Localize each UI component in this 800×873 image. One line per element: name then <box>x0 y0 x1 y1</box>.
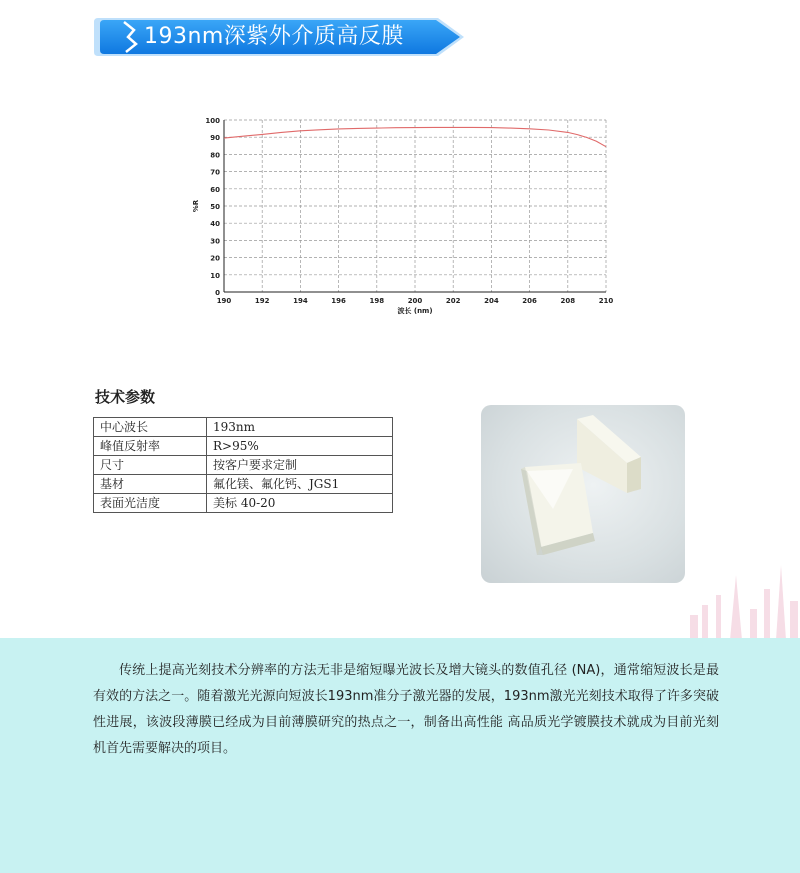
spec-value: 193nm <box>207 418 393 437</box>
y-tick-label: 40 <box>210 220 220 229</box>
mirror-illustration <box>481 405 685 583</box>
y-tick-label: 70 <box>210 168 220 177</box>
x-tick-label: 200 <box>407 297 423 305</box>
spec-row <box>94 418 393 437</box>
y-tick-label: 80 <box>210 151 220 160</box>
x-tick-label: 204 <box>484 297 499 305</box>
spec-value: R>95% <box>207 437 393 456</box>
y-axis-label: %R <box>192 199 200 213</box>
y-tick-label: 20 <box>210 254 220 263</box>
x-tick-label: 192 <box>254 297 270 305</box>
spec-key: 尺寸 <box>94 456 207 475</box>
page-title: 193nm深紫外介质高反膜 <box>144 24 404 49</box>
x-tick-label: 198 <box>369 297 385 305</box>
spec-key: 表面光洁度 <box>94 494 207 513</box>
y-tick-label: 0 <box>215 289 220 297</box>
y-tick-label: 30 <box>210 237 220 246</box>
spec-key: 峰值反射率 <box>94 437 207 456</box>
spec-row <box>94 494 393 513</box>
y-tick-label: 100 <box>205 117 220 125</box>
y-tick-label: 50 <box>210 203 220 211</box>
reflectance-chart <box>186 110 626 322</box>
x-tick-label: 202 <box>445 297 461 305</box>
spec-value: 氟化镁、氟化钙、JGS1 <box>207 475 393 494</box>
description-text: 传统上提高光刻技术分辨率的方法无非是缩短曝光波长及增大镜头的数值孔径 (NA)，通常缩短波长是最有效的方法之一。随着激光光源向短波长193nm准分子激光器的发展，193nm激光光刻技术取得了许多突破性进展，该波段薄膜已经成为目前薄膜研究的热点之一，制备出高性能 高品质光学镀膜技术就成为目前光刻机首先需要解决的项目。 <box>93 663 719 756</box>
spec-key: 中心波长 <box>94 418 207 437</box>
x-tick-label: 194 <box>293 297 308 305</box>
x-tick-label: 210 <box>598 297 614 305</box>
skyline-decoration <box>680 565 800 640</box>
specs-table <box>93 417 393 513</box>
spec-key: 基材 <box>94 475 207 494</box>
y-tick-label: 10 <box>210 271 220 280</box>
title-banner <box>94 16 466 58</box>
specs-heading: 技术参数 <box>95 388 156 406</box>
x-tick-label: 208 <box>560 297 576 305</box>
y-tick-label: 60 <box>210 185 220 194</box>
spec-row <box>94 475 393 494</box>
description-band <box>0 638 800 873</box>
x-tick-label: 190 <box>216 297 232 305</box>
y-tick-label: 90 <box>210 134 220 143</box>
x-tick-label: 206 <box>522 297 537 305</box>
product-photo <box>481 405 685 583</box>
x-axis-label: 波长 (nm) <box>397 307 433 315</box>
spec-value: 按客户要求定制 <box>207 456 393 475</box>
x-tick-label: 196 <box>331 297 346 305</box>
spec-value: 美标 40-20 <box>207 494 393 513</box>
spec-row <box>94 437 393 456</box>
spec-row <box>94 456 393 475</box>
